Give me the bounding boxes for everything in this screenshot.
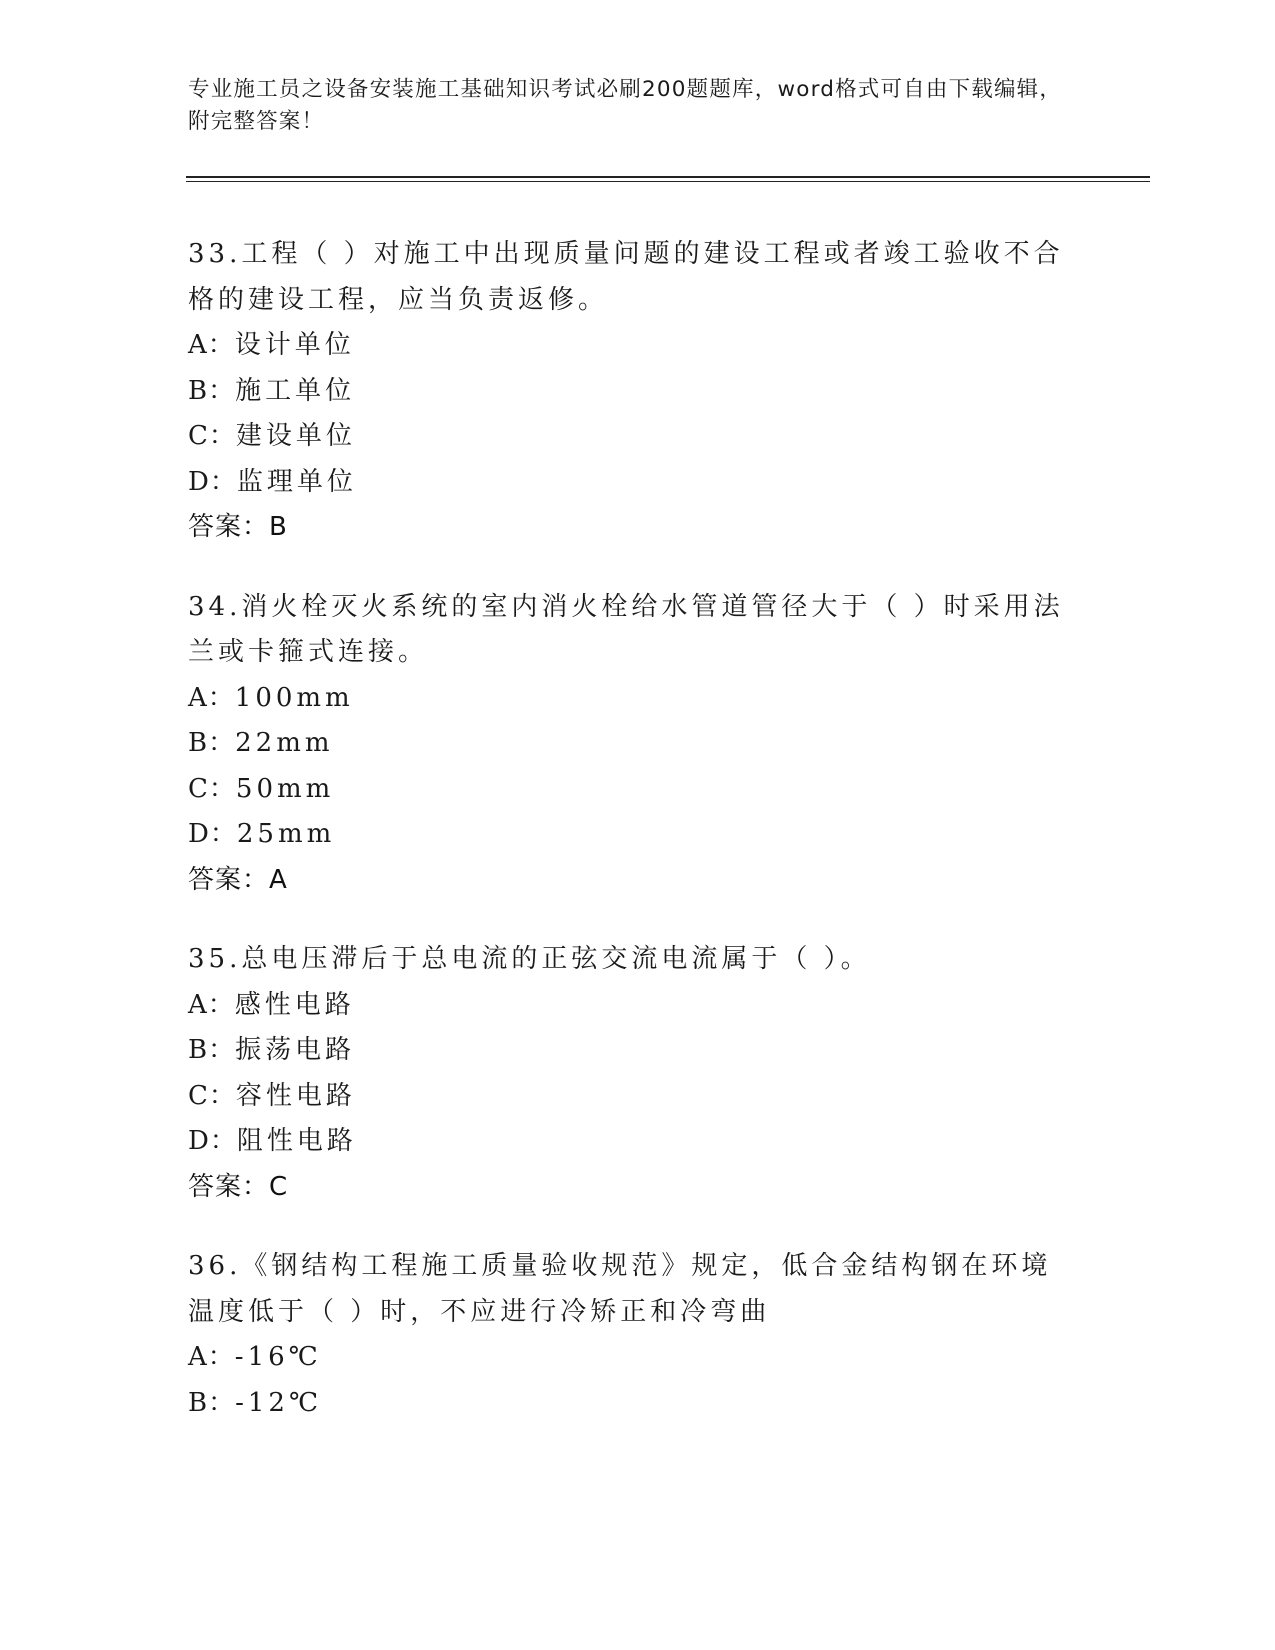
answer-line: 答案：A xyxy=(188,864,288,895)
option-key: A： xyxy=(188,682,235,713)
question-35 xyxy=(188,937,1068,1210)
question-stem: 33.工程（ ）对施工中出现质量问题的建设工程或者竣工验收不合格的建设工程，应当负责返修。 xyxy=(188,239,1064,315)
answer-line: 答案：B xyxy=(188,512,288,542)
option-b xyxy=(188,369,1068,415)
option-a xyxy=(188,323,1068,369)
option-key: A： xyxy=(188,989,235,1020)
option-a xyxy=(188,676,1068,722)
question-stem: 34.消火栓灭火系统的室内消火栓给水管道管径大于（ ）时采用法兰或卡箍式连接。 xyxy=(188,591,1064,667)
document-header: 专业施工员之设备安装施工基础知识考试必刷200题题库，word格式可自由下载编辑，附完整答案！ xyxy=(188,77,1063,134)
option-text: 100mm xyxy=(234,682,354,713)
option-b xyxy=(188,1028,1068,1074)
option-key: B： xyxy=(188,375,236,406)
option-key: A： xyxy=(188,1342,235,1372)
option-c xyxy=(188,414,1068,460)
option-c xyxy=(188,767,1068,813)
option-key: A： xyxy=(188,330,235,360)
option-b xyxy=(188,1381,1068,1427)
option-text: 监理单位 xyxy=(236,466,357,497)
option-text: 容性电路 xyxy=(235,1080,356,1111)
option-d xyxy=(188,460,1068,506)
option-text: -12℃ xyxy=(235,1387,323,1418)
option-text: 感性电路 xyxy=(234,989,355,1020)
header-divider-thick xyxy=(186,176,1150,178)
option-key: B： xyxy=(188,1387,236,1418)
answer-line: 答案：C xyxy=(188,1171,289,1202)
option-text: -16℃ xyxy=(234,1342,322,1372)
option-d xyxy=(188,812,1068,858)
question-list xyxy=(188,232,1068,1460)
question-36 xyxy=(188,1244,1068,1426)
option-key: C： xyxy=(188,1080,236,1111)
option-b xyxy=(188,721,1068,767)
option-key: B： xyxy=(188,1035,236,1065)
option-text: 设计单位 xyxy=(234,330,355,360)
option-key: C： xyxy=(188,421,236,451)
question-stem: 36.《钢结构工程施工质量验收规范》规定，低合金结构钢在环境温度低于（ ）时，不应进行冷矫正和冷弯曲 xyxy=(188,1251,1052,1327)
option-text: 建设单位 xyxy=(235,421,356,451)
question-stem: 35.总电压滞后于总电流的正弦交流电流属于（ ）。 xyxy=(188,944,871,974)
question-33 xyxy=(188,232,1068,551)
option-key: C： xyxy=(188,773,236,804)
option-d xyxy=(188,1119,1068,1165)
option-text: 振荡电路 xyxy=(235,1035,356,1065)
option-text: 22mm xyxy=(235,728,334,758)
option-text: 25mm xyxy=(236,819,336,849)
option-a xyxy=(188,983,1068,1029)
option-key: D： xyxy=(188,466,237,497)
header-divider-thin xyxy=(186,181,1150,182)
option-c xyxy=(188,1074,1068,1120)
option-text: 50mm xyxy=(235,773,335,804)
option-key: B： xyxy=(188,728,236,758)
option-key: D： xyxy=(188,819,237,849)
question-34 xyxy=(188,585,1068,904)
option-key: D： xyxy=(188,1126,237,1156)
option-text: 阻性电路 xyxy=(236,1126,357,1156)
option-text: 施工单位 xyxy=(235,375,356,406)
option-a xyxy=(188,1335,1068,1381)
